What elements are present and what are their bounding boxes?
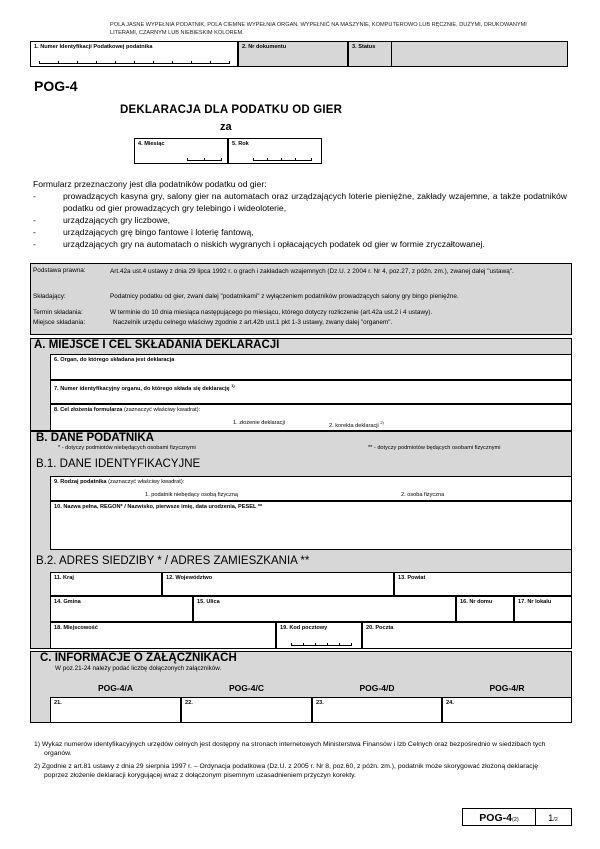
attachment-count-field[interactable]: 24.	[442, 697, 572, 723]
country-field[interactable]	[50, 572, 162, 596]
note-natural-person: ** - dotyczy podmiotów będących osobami fizycznymi	[368, 445, 501, 451]
basis-label: Podstawa prawna:	[33, 267, 86, 274]
municipality-field[interactable]	[50, 596, 193, 622]
month-field[interactable]	[134, 138, 228, 164]
nip-label: 1. Numer Identyfikacji Podatkowej podatnika	[34, 44, 153, 50]
attachment-count-field[interactable]: 23.	[312, 697, 442, 723]
house-number-field[interactable]	[456, 596, 514, 622]
nip-field[interactable]	[30, 41, 238, 67]
purpose-option-correction[interactable]: 2. korekta deklaracji $^{2)}$	[329, 420, 384, 429]
filer-text: Podatnicy podatku od gier, zwani dalej "podatnikami" z wyłączeniem podatników prowadzących salony gry bingo pieniężne.	[110, 293, 459, 300]
intro	[33, 178, 567, 250]
county-label: 13. Powiat	[398, 575, 426, 581]
footnote-1: 1) Wykaz numerów identyfikacyjnych urzędów celnych jest dostępny na stronach internetowych Ministerstwa Finansów i Izb Celnych oraz bezpośrednio w siedzibach tych organów.	[34, 741, 546, 757]
intro-lead: Formularz przeznaczony jest dla podatników podatku od gier:	[33, 179, 267, 189]
footer-page-number: 1/2	[548, 813, 558, 823]
apartment-number-label: 17. Nr lokalu	[518, 599, 552, 605]
fill-instructions: POLA JASNE WYPEŁNIA PODATNIK, POLA CIEMNE WYPEŁNIA ORGAN. WYPEŁNIĆ NA MASZYNIE, KOMPUTEROWO LUB RĘCZNIE, DUŻYMI, DRUKOWANYMI LITERAMI, CZARNYM LUB NIEBIESKIM KOLOREM.	[110, 22, 527, 36]
postal-code-label: 19. Kod pocztowy	[280, 625, 328, 631]
deadline-text: W terminie do 10 dnia miesiąca następującego po miesiącu, którego dotyczy rozliczenie (art.42a ust.2 i 4 ustawy).	[110, 309, 433, 316]
attachment-count-field[interactable]: 21.	[50, 697, 181, 723]
intro-item: - urządzających gry liczbowe,	[33, 215, 170, 225]
attachment-count-field[interactable]: 22.	[181, 697, 312, 723]
taxpayer-type-label: 9. Rodzaj podatnika (zaznaczyć właściwy kwadrat):	[54, 479, 185, 485]
purpose-option-declaration[interactable]: 1. złożenie deklaracji	[233, 420, 285, 426]
locality-label: 18. Miejscowość	[54, 625, 98, 631]
taxpayer-option-entity[interactable]: 1. podatnik niebędący osobą fizyczną	[145, 492, 238, 498]
locality-field[interactable]	[50, 622, 276, 649]
form-code: POG-4	[34, 78, 78, 94]
purpose-field	[50, 404, 572, 431]
authority-field[interactable]	[50, 354, 572, 380]
place-label: Miejsce składania:	[33, 319, 86, 326]
authority-id-field[interactable]	[50, 380, 572, 404]
county-field[interactable]	[394, 572, 572, 596]
intro-item: - urządzających grę bingo fantowe i loterię fantową,	[33, 227, 254, 237]
doc-number-label: 2. Nr dokumentu	[242, 44, 287, 50]
year-label: 5. Rok	[232, 141, 249, 147]
intro-item: - urządzających gry na automatach o niskich wygranych i opłacających podatek od gier w formie zryczałtowanej.	[33, 239, 485, 249]
voivodeship-label: 12. Województwo	[166, 575, 213, 581]
section-c-title: C. INFORMACJE O ZAŁĄCZNIKACH	[40, 652, 237, 664]
place-text: Naczelnik urzędu celnego właściwy zgodnie z art.42b ust.1 pkt 1-3 ustawy, zwany dalej "organem".	[113, 319, 393, 326]
footer-form-code: POG-4(2)	[463, 809, 536, 825]
section-a-title: A. MIEJSCE I CEL SKŁADANIA DEKLARACJI	[34, 339, 280, 351]
authority-label: 6. Organ, do którego składana jest deklaracja	[54, 357, 175, 363]
za-label: za	[220, 121, 232, 133]
taxpayer-name-label: 10. Nazwa pełna, REGON* / Nazwisko, pierwsze imię, data urodzenia, PESEL **	[54, 504, 263, 510]
basis-text: Art.42a ust.4 ustawy z dnia 29 lipca 1992 r. o grach i zakładach wzajemnych (Dz.U. z 2004 r. Nr 4, poz.27, z późn. zm.), zwanej dalej "ustawą".	[110, 268, 514, 275]
street-label: 15. Ulica	[197, 599, 220, 605]
attachment-header: POG-4/A	[98, 683, 133, 693]
footer-box	[462, 808, 572, 826]
form-title: DEKLARACJA DLA PODATKU OD GIER	[120, 104, 343, 116]
house-number-label: 16. Nr domu	[460, 599, 493, 605]
street-field[interactable]	[193, 596, 456, 622]
intro-item: - prowadzących kasyna gry, salony gier na automatach oraz urządzających loterie pieniężne, zakłady wzajemne, a także podatników podatku od gier prowadzących gry telebingo i wideoloterie,	[33, 191, 567, 213]
month-label: 4. Miesiąc	[138, 141, 165, 147]
filer-label: Składający:	[33, 293, 66, 300]
year-field[interactable]	[228, 138, 322, 164]
doc-number-field	[238, 41, 348, 67]
attachment-header: POG-4/C	[229, 683, 264, 693]
voivodeship-field[interactable]	[162, 572, 394, 596]
section-b2-title: B.2. ADRES SIEDZIBY * / ADRES ZAMIESZKANIA **	[36, 555, 310, 567]
post-office-label: 20. Poczta	[366, 625, 394, 631]
attachment-header: POG-4/R	[489, 683, 525, 693]
taxpayer-name-field[interactable]	[50, 501, 572, 550]
deadline-label: Termin składania:	[33, 309, 83, 316]
attachment-header: POG-4/D	[359, 683, 395, 693]
authority-id-label: 7. Numer identyfikacyjny organu, do którego składa się deklarację $^{1)}$	[54, 383, 235, 392]
status-label: 3. Status	[352, 44, 376, 50]
postal-code-field[interactable]	[276, 622, 362, 649]
section-b1-title: B.1. DANE IDENTYFIKACYJNE	[36, 458, 201, 470]
status-field	[348, 41, 392, 67]
apartment-number-field[interactable]	[514, 596, 572, 622]
note-legal-entity: * - dotyczy podmiotów niebędących osobami fizycznymi	[58, 445, 196, 451]
footnote-2: 2) Zgodnie z art.81 ustawy z dnia 29 sierpnia 1997 r. – Ordynacja podatkowa (Dz.U. z 2005 r. Nr 8, poz.60, z późn. zm.), podatnik może skorygować złożoną deklarację poprzez złożenie deklaracji korygującej wraz z dołączonym pisemnym uzasadnieniem przyczyn korekty.	[34, 763, 538, 779]
taxpayer-type-field	[50, 476, 572, 501]
taxpayer-option-person[interactable]: 2. osoba fizyczna	[401, 492, 445, 498]
post-office-field[interactable]	[362, 622, 572, 649]
section-b-title: B. DANE PODATNIKA	[36, 432, 154, 444]
country-label: 11. Kraj	[54, 575, 74, 581]
municipality-label: 14. Gmina	[54, 599, 81, 605]
section-c-note: W poz.21-24 należy podać liczbę dołączonych załączników.	[55, 665, 222, 672]
purpose-label: 8. Cel złożenia formularza (zaznaczyć właściwy kwadrat):	[54, 407, 201, 413]
